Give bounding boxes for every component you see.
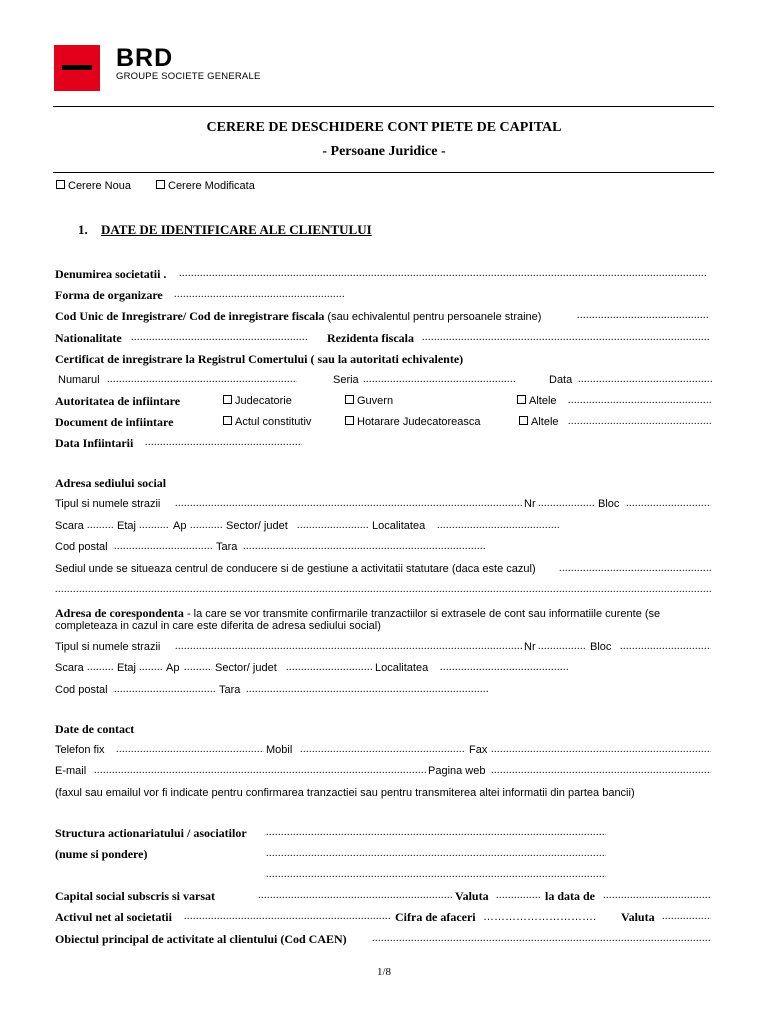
section-1-title: DATE DE IDENTIFICARE ALE CLIENTULUI xyxy=(101,222,372,237)
cor-cod-postal-label: Cod postal xyxy=(55,684,108,696)
data-infiintarii-label: Data Infiintarii xyxy=(55,436,134,450)
checkbox-icon[interactable] xyxy=(223,416,232,425)
autoritatea-altele-field[interactable] xyxy=(568,394,711,408)
autoritatea-judecatorie[interactable]: Judecatorie xyxy=(223,394,292,408)
capital-valuta-label: Valuta xyxy=(455,889,489,903)
cor-tara-label: Tara xyxy=(219,684,241,696)
structura-field-3[interactable] xyxy=(266,868,606,882)
corespondenta-title-line: Adresa de corespondenta - la care se vor transmite confirmarile tranzactiilor si extrasele de cont sau informatiile curente (se xyxy=(55,606,661,620)
sediu-cod-postal-field[interactable] xyxy=(114,540,213,554)
document-title: CERERE DE DESCHIDERE CONT PIETE DE CAPITAL xyxy=(206,120,562,135)
cui-label: Cod Unic de Inregistrare/ Cod de inregistrare fiscala (sau echivalentul pentru persoanele straine) xyxy=(55,309,542,323)
autoritatea-altele[interactable]: Altele xyxy=(517,394,557,408)
cerere-modificata-option[interactable]: Cerere Modificata xyxy=(156,179,255,193)
brand-name: BRD xyxy=(116,44,174,72)
cor-nr-field[interactable] xyxy=(538,640,585,654)
sediu-cod-postal-label: Cod postal xyxy=(55,541,108,553)
title-divider xyxy=(53,172,714,173)
cifra-field[interactable]: …………………………. xyxy=(483,911,597,923)
structura-field[interactable] xyxy=(266,826,606,840)
cor-bloc-label: Bloc xyxy=(590,641,612,653)
cerere-noua-option[interactable]: Cerere Noua xyxy=(56,179,131,193)
page-number: 1/8 xyxy=(376,966,392,978)
sediu-strada-field[interactable] xyxy=(175,497,522,511)
checkbox-icon[interactable] xyxy=(519,416,528,425)
activ-net-field[interactable] xyxy=(184,910,390,924)
denumirea-label: Denumirea societatii . xyxy=(55,267,167,281)
email-field[interactable] xyxy=(94,764,427,778)
nationalitate-field[interactable] xyxy=(131,331,307,345)
sediu-strada-label: Tipul si numele strazii xyxy=(55,498,161,510)
document-altele[interactable]: Altele xyxy=(519,415,559,429)
sediu-etaj-label: Etaj xyxy=(117,520,136,532)
sediu-bloc-field[interactable] xyxy=(626,497,711,511)
sediu-tara-label: Tara xyxy=(216,541,238,553)
obiect-field[interactable] xyxy=(372,932,711,946)
fax-field[interactable] xyxy=(491,743,711,757)
cifra-valuta-label: Valuta xyxy=(621,910,655,924)
cor-ap-field[interactable] xyxy=(184,661,212,675)
numarul-field[interactable] xyxy=(107,373,297,387)
sediu-ap-field[interactable] xyxy=(190,519,223,533)
obiect-label: Obiectul principal de activitate al clientului (Cod CAEN) xyxy=(55,932,347,946)
cor-localitatea-label: Localitatea xyxy=(375,662,429,674)
forma-field[interactable] xyxy=(174,288,344,302)
brand-subtitle: GROUPE SOCIETE GENERALE xyxy=(116,71,261,82)
activ-net-label: Activul net al societatii xyxy=(55,910,172,924)
cor-ap-label: Ap xyxy=(166,662,180,674)
cor-etaj-label: Etaj xyxy=(117,662,136,674)
checkbox-icon[interactable] xyxy=(223,395,232,404)
denumirea-field[interactable] xyxy=(179,267,707,281)
web-label: Pagina web xyxy=(428,765,486,777)
fax-label: Fax xyxy=(469,744,488,756)
capital-field[interactable] xyxy=(258,889,452,903)
cor-sector-label: Sector/ judet xyxy=(215,662,277,674)
sediu-tara-field[interactable] xyxy=(243,540,486,554)
sediu-sector-field[interactable] xyxy=(297,519,369,533)
sediu-localitatea-label: Localitatea xyxy=(372,520,426,532)
cor-strada-label: Tipul si numele strazii xyxy=(55,641,161,653)
sediu-bloc-label: Bloc xyxy=(598,498,620,510)
web-field[interactable] xyxy=(491,764,711,778)
cor-etaj-field[interactable] xyxy=(139,661,163,675)
seria-label: Seria xyxy=(333,374,359,386)
sediu-ap-label: Ap xyxy=(173,520,187,532)
cor-tara-field[interactable] xyxy=(246,683,489,697)
document-altele-field[interactable] xyxy=(568,415,711,429)
corespondenta-desc-2: completeaza in cazul in care este diferita de adresa sediului social) xyxy=(55,620,381,632)
sediu-scara-field[interactable] xyxy=(87,519,114,533)
capital-label: Capital social subscris si varsat xyxy=(55,889,216,903)
contact-title: Date de contact xyxy=(55,722,135,736)
cor-scara-field[interactable] xyxy=(87,661,114,675)
cifra-valuta-field[interactable] xyxy=(662,910,711,924)
cor-strada-field[interactable] xyxy=(175,640,522,654)
data-label: Data xyxy=(549,374,573,386)
certificat-label: Certificat de inregistrare la Registrul Comertului ( sau la autoritati echivalente) xyxy=(55,352,464,366)
checkbox-icon[interactable] xyxy=(345,395,354,404)
mobil-label: Mobil xyxy=(266,744,293,756)
cor-bloc-field[interactable] xyxy=(620,640,711,654)
rezidenta-field[interactable] xyxy=(422,331,709,345)
sediu-scara-label: Scara xyxy=(55,520,84,532)
sediu-etaj-field[interactable] xyxy=(139,519,169,533)
sediu-nr-label: Nr xyxy=(524,498,536,510)
document-subtitle: - Persoane Juridice - xyxy=(322,144,446,159)
logo-bar xyxy=(62,65,92,70)
sediu-localitatea-field[interactable] xyxy=(437,519,559,533)
rezidenta-label: Rezidenta fiscala xyxy=(327,331,414,345)
data-infiintarii-field[interactable] xyxy=(145,436,302,450)
sediu-centru-field-2[interactable] xyxy=(55,583,711,597)
telefon-field[interactable] xyxy=(116,743,264,757)
contact-note: (faxul sau emailul vor fi indicate pentru confirmarea tranzactiei sau pentru transmiterea altei informatii din partea bancii) xyxy=(55,787,635,799)
la-data-label: la data de xyxy=(545,889,596,903)
numarul-label: Numarul xyxy=(58,374,100,386)
brd-logo-icon xyxy=(54,45,100,91)
nationalitate-label: Nationalitate xyxy=(55,331,122,345)
sediu-nr-field[interactable] xyxy=(538,497,595,511)
document-hotarare[interactable]: Hotarare Judecatoreasca xyxy=(345,415,481,429)
cor-scara-label: Scara xyxy=(55,662,84,674)
cor-cod-postal-field[interactable] xyxy=(114,683,216,697)
checkbox-icon[interactable] xyxy=(517,395,526,404)
section-1-number: 1. xyxy=(78,222,88,237)
autoritatea-guvern[interactable]: Guvern xyxy=(345,394,393,408)
sediu-title: Adresa sediului social xyxy=(55,476,167,490)
forma-label: Forma de organizare xyxy=(55,288,163,302)
checkbox-icon[interactable] xyxy=(56,180,65,189)
nume-pondere-label: (nume si pondere) xyxy=(55,847,148,861)
cui-field[interactable] xyxy=(577,309,708,323)
header-divider xyxy=(53,106,714,107)
cor-sector-field[interactable] xyxy=(286,661,372,675)
autoritatea-label: Autoritatea de infiintare xyxy=(55,394,181,408)
data-field[interactable] xyxy=(578,373,712,387)
cifra-label: Cifra de afaceri xyxy=(395,910,476,924)
sediu-sector-label: Sector/ judet xyxy=(226,520,288,532)
cor-nr-label: Nr xyxy=(524,641,536,653)
telefon-label: Telefon fix xyxy=(55,744,105,756)
structura-field-2[interactable] xyxy=(266,847,606,861)
sediu-centru-label: Sediul unde se situeaza centrul de conducere si de gestiune a activitatii statutare (daca este cazul) xyxy=(55,563,536,575)
mobil-field[interactable] xyxy=(300,743,465,757)
checkbox-icon[interactable] xyxy=(156,180,165,189)
seria-field[interactable] xyxy=(363,373,515,387)
document-actul-constitutiv[interactable]: Actul constitutiv xyxy=(223,415,311,429)
document-label: Document de infiintare xyxy=(55,415,174,429)
cor-localitatea-field[interactable] xyxy=(440,661,568,675)
sediu-centru-field[interactable] xyxy=(559,562,711,576)
email-label: E-mail xyxy=(55,765,87,777)
checkbox-icon[interactable] xyxy=(345,416,354,425)
la-data-field[interactable] xyxy=(603,889,711,903)
structura-label: Structura actionariatului / asociatilor xyxy=(55,826,247,840)
capital-valuta-field[interactable] xyxy=(496,889,540,903)
